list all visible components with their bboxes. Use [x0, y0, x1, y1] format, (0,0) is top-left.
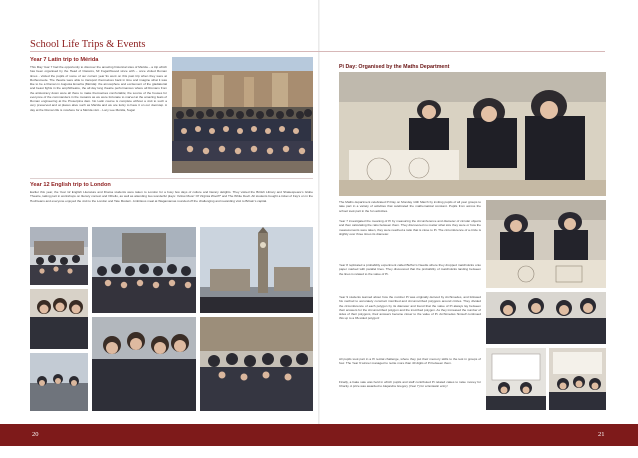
london-group-photo [92, 227, 196, 313]
london-friends-photo [92, 317, 196, 411]
merida-group-photo [172, 57, 313, 173]
merida-body: This May Year 7 had the opportunity to discover the amazing historical sites of Mérida – a trip which has been organised by the Head of Classics, Mr Fogarthwood since with – once visited Roman times - visited the pupils of some of our current year 9s went on this past trip when they were at Rothesmede. The theatre were able to transport themselves back in time and imagine what it was like to be a Roman in Augusta Emerita (Mérida): the atmosphere and excitement of the gladiatorial and beast fights in the amphitheatre, the all day long theatre performances where all Romans from the aristocracy down were all there to make themselves comfortable; the source of the houses for everyone of the commanders in the mosaics as we were fortunate to marvel at the amazing feats of Roman engineering at the Proserpina dam. No Latin course is complete without a visit to such a very preserved and at places alive such as Mérida and we are lucky to have it on our doorstep. A day at the Roman life is nowhere for a Mérida visit. - Lucy Lee Mérida, Sugar [30, 65, 167, 112]
piday-desk-photo [486, 200, 606, 288]
right-page-number: 21 [598, 431, 605, 438]
london-theatre-photo [200, 317, 313, 411]
title-rule [30, 51, 605, 52]
piday-students-photo [486, 292, 606, 344]
piday-cakes-photo [549, 348, 606, 410]
london-heading: Year 12 English trip to London [30, 182, 111, 188]
left-page-number: 20 [32, 431, 39, 438]
london-street-photo [30, 227, 88, 285]
footer-stripe [0, 446, 638, 458]
london-bridge-photo [30, 353, 88, 411]
piday-year9: Year 9 students learned about how the number Pi was originally derived by Archimedes, and followed his method to accurately construct inscribed and circumscribed polygons around circles. They divided the circumference of each polygon by its diameter and found that the value of Pi always lay between their answers for the circumscribed polygon and the inscribed polygon. As they increased the number of sides of their polygons, their answers became closer to the value of Pi. Archimedes himself continued this up to a 96-sided polygon! [339, 295, 481, 321]
piday-heading: Pi Day: Organised by the Maths Department [339, 64, 450, 70]
london-body: Earlier this year, the Year 12 English Literature and Drama students were taken to London for a busy few days of culture and literary delights. They visited the British Library and Shakespeare’s Globe Theatre, taking part in workshops on literary context and Othello, as well as attending two wonderful plays: Yellow Moon’ Of Virginia Woolf?’ and The White Devil. All students bought a ticket of Fay’s on in the Hoxhteans and everyone enjoyed the visit to the London and Tate Modern. Ambitious meal at Wagamamas rounded off the challenging and rewarding visit to Britain’s capital. [30, 190, 313, 203]
page-title: School Life Trips & Events [30, 39, 146, 50]
piday-year7: Year 7 investigated the meaning of Pi by measuring the circumference and diameter of circular objects and then calculating the ratio between them. They discovered no matter what size they were or how the measurements were taken, they were reached a ratio that is close to Pi. The circumference of a circle is slightly over three times its diameter. [339, 219, 481, 236]
page-gutter [318, 0, 320, 458]
big-ben-photo [200, 227, 313, 313]
piday-bake-sale: Finally, a bake sale was held in which pupils and staff contributed Pi related cakes to raise money for Charity. A prize was awarded to Alejandra Gregory (Year 7) for a fantastic entry! [339, 380, 481, 389]
piday-recital: All pupils took part in a Pi recital challenge, where they put their memory skills to the test in groups of four. The Year 9 winner managed to recite more than 40 digits of Pi between them. [339, 357, 481, 366]
section-divider [30, 178, 313, 179]
piday-year8: Year 8 replicated a probability experiment called Buffon’s Needle where they dropped matchsticks onto paper marked with parallel lines. They discovered that the probability of matchsticks landing between the lines is related to the value of Pi. [339, 263, 481, 276]
piday-classroom-photo [339, 72, 606, 196]
piday-intro: The Maths department celebrated Pi Day on Monday 14th March by inviting pupils of all year groups to take part in a variety of activities that celebrated the mathematical constant. Pupils from across the school took part in the fun activities. [339, 200, 481, 213]
london-girls-photo [30, 289, 88, 349]
merida-heading: Year 7 Latin trip to Mérida [30, 57, 99, 63]
footer-bar [0, 424, 638, 446]
piday-whiteboard-photo [486, 348, 546, 410]
